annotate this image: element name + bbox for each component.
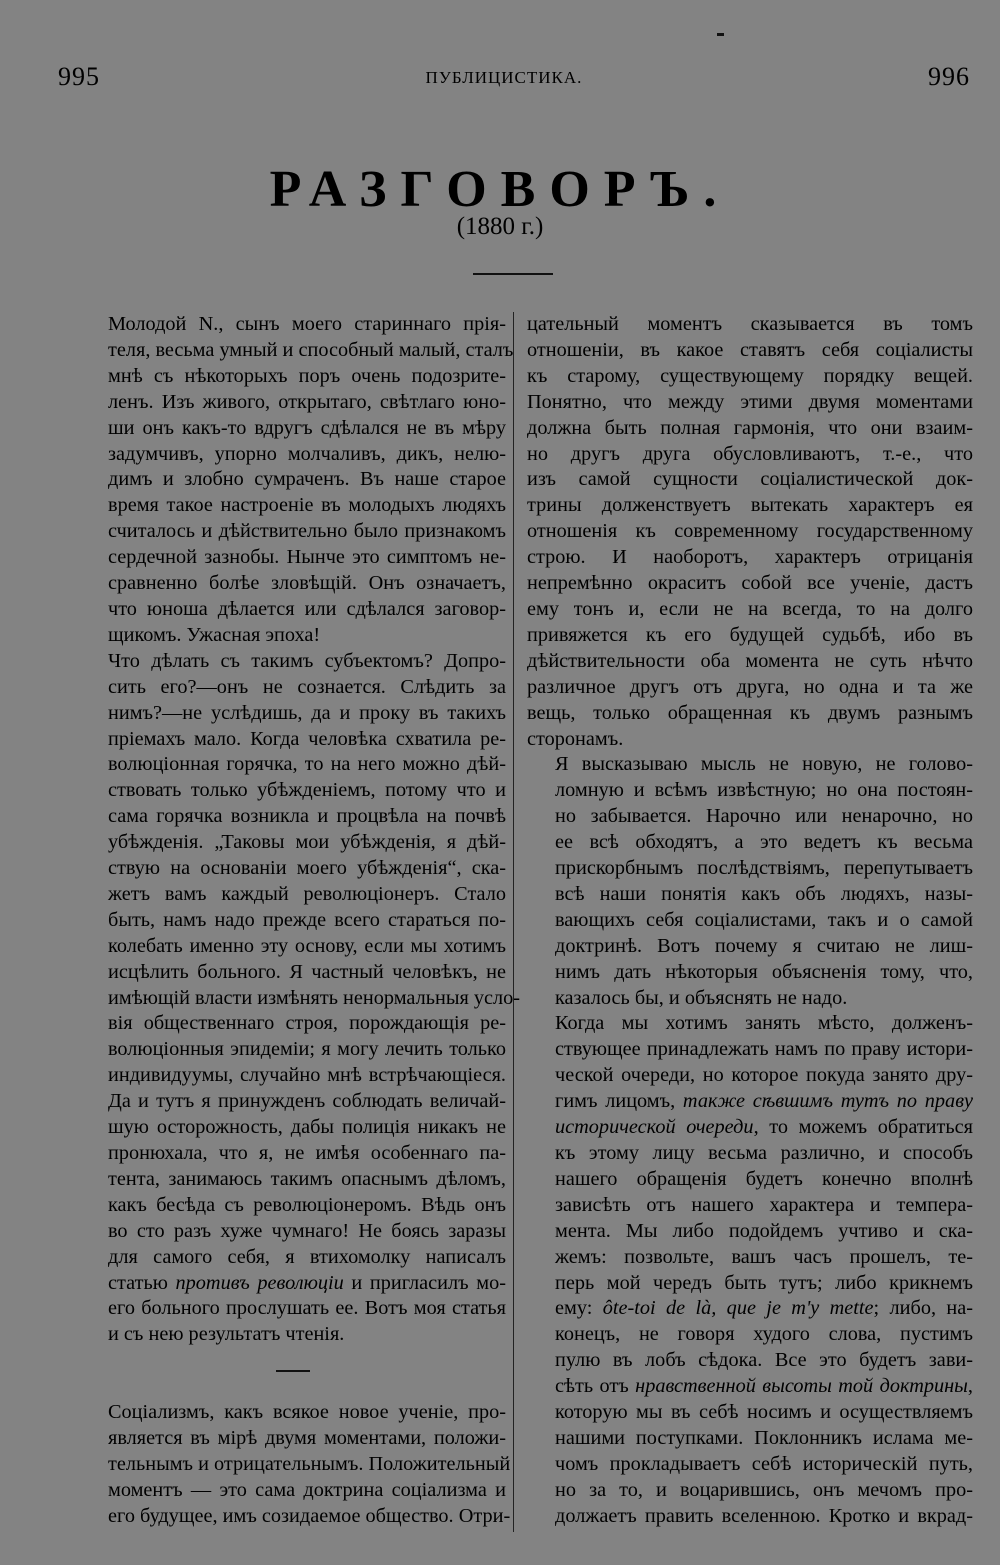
text-fragment: сравненно болѣе зловѣщій. Онъ означаетъ, bbox=[108, 572, 506, 595]
left-column bbox=[80, 312, 521, 1530]
text-fragment: сама горячка возникла и процвѣла на почвѣ bbox=[108, 805, 506, 828]
text-line bbox=[527, 1322, 973, 1348]
text-fragment: гимъ лицомъ, bbox=[555, 1090, 683, 1113]
text-fragment: отношеніи, въ какое ставятъ себя соціалисты bbox=[527, 338, 973, 361]
text-fragment: быть, намъ надо прежде всего стараться по- bbox=[108, 908, 506, 931]
text-line bbox=[80, 1115, 506, 1141]
text-fragment: и пригласилъ мо- bbox=[343, 1271, 506, 1294]
text-line bbox=[80, 1219, 506, 1245]
text-line bbox=[527, 1037, 973, 1063]
text-fragment: строю. И наоборотъ, характеръ отрицанія bbox=[527, 546, 973, 569]
text-fragment: ленъ. Изъ живого, открытаго, свѣтлаго юно- bbox=[108, 390, 506, 413]
text-fragment: исцѣлить больного. Я частный человѣкъ, не bbox=[108, 960, 506, 983]
text-fragment: но забывается. Нарочно или ненарочно, но bbox=[555, 805, 973, 828]
text-fragment: непремѣнно окраситъ собой все ученіе, дастъ bbox=[527, 572, 973, 595]
text-line bbox=[527, 1193, 973, 1219]
text-line bbox=[80, 493, 506, 519]
text-fragment: ему: bbox=[555, 1297, 603, 1320]
text-fragment: ствую на основаніи моего убѣжденія“, ска- bbox=[108, 857, 506, 880]
text-line bbox=[527, 1452, 973, 1478]
text-line bbox=[527, 493, 973, 519]
text-line bbox=[80, 934, 506, 960]
text-line bbox=[80, 1400, 506, 1426]
text-fragment: пулю въ лобъ сѣдока. Все это будетъ зави- bbox=[555, 1349, 973, 1372]
text-fragment: Понятно, что между этими двумя моментами bbox=[527, 390, 973, 413]
text-line bbox=[80, 960, 506, 986]
text-line bbox=[80, 416, 506, 442]
paragraph bbox=[527, 312, 973, 752]
text-line bbox=[80, 364, 506, 390]
italic-text: противъ революціи bbox=[175, 1271, 344, 1294]
text-line bbox=[527, 1296, 973, 1322]
text-fragment: задумчивъ, упорно молчаливъ, дикъ, нелю- bbox=[108, 442, 506, 465]
text-line bbox=[80, 830, 506, 856]
page-header bbox=[58, 62, 970, 102]
text-line bbox=[80, 1426, 506, 1452]
text-line bbox=[527, 1219, 973, 1245]
text-fragment: ломную и всѣмъ извѣстную; но она постоян- bbox=[555, 779, 973, 802]
text-fragment: волюціонныя эпидеміи; я могу лечить только bbox=[108, 1038, 506, 1061]
text-fragment: ; либо, на- bbox=[873, 1297, 973, 1320]
text-line bbox=[527, 986, 973, 1012]
text-fragment: пріемахъ мало. Когда человѣка схватила ре- bbox=[108, 727, 506, 750]
paragraph bbox=[80, 649, 521, 1348]
text-fragment: нашими поступками. Поклонникъ ислама ме- bbox=[555, 1426, 973, 1449]
text-fragment: но за то, и воцарившись, онъ мечомъ про- bbox=[555, 1478, 973, 1501]
text-line bbox=[80, 1141, 506, 1167]
text-line bbox=[527, 960, 973, 986]
text-line bbox=[527, 1348, 973, 1374]
text-fragment: трины долженствуетъ вытекать характеръ ея bbox=[527, 494, 973, 517]
italic-text: нравственной высоты той доктрины bbox=[635, 1375, 968, 1398]
text-fragment: которую мы въ себѣ носимъ и осуществляемъ bbox=[555, 1401, 973, 1424]
text-line bbox=[527, 649, 973, 675]
text-fragment: считалось и дѣйствительно было признакомъ bbox=[108, 520, 506, 543]
text-line bbox=[80, 649, 506, 675]
text-line bbox=[527, 312, 973, 338]
text-fragment: какъ бесѣда съ революціонеромъ. Вѣдь онъ bbox=[108, 1193, 506, 1216]
text-line bbox=[527, 519, 973, 545]
text-line bbox=[80, 908, 506, 934]
text-line bbox=[80, 467, 506, 493]
text-line bbox=[80, 442, 506, 468]
text-fragment: сить его?—онъ не сознается. Слѣдить за bbox=[108, 675, 506, 698]
text-fragment: его больного прослушать ее. Вотъ моя статья bbox=[108, 1297, 506, 1320]
text-line bbox=[80, 1296, 506, 1322]
text-fragment: время такое настроеніе въ молодыхъ людяхъ bbox=[108, 494, 506, 517]
text-fragment: нимъ?—не услѣдишь, да и проку въ такихъ bbox=[108, 701, 506, 724]
text-fragment: всѣ наши понятія какъ объ людяхъ, назы- bbox=[555, 882, 973, 905]
text-fragment: имѣющій власти измѣнять ненормальныя усло- bbox=[108, 986, 521, 1009]
text-fragment: статью bbox=[108, 1271, 176, 1294]
text-fragment: къ этому лицу весьма различно, и способъ bbox=[555, 1142, 973, 1164]
title-rule bbox=[473, 273, 553, 275]
text-line bbox=[527, 597, 973, 623]
text-fragment: казалось бы, и объяснять не надо. bbox=[555, 986, 848, 1009]
paragraph bbox=[80, 312, 514, 649]
text-fragment: должна быть полная гармонія, что они взаим- bbox=[527, 416, 973, 439]
italic-text: исторической очереди bbox=[555, 1116, 754, 1139]
running-title: ПУБЛИЦИСТИКА. bbox=[425, 68, 583, 87]
text-fragment: что юноша дѣлается или сдѣлался заговор- bbox=[108, 597, 506, 620]
text-line bbox=[527, 338, 973, 364]
text-fragment: Да и тутъ я принужденъ соблюдать величай- bbox=[108, 1090, 506, 1113]
text-fragment: но другъ друга обусловливаютъ, т.-е., что bbox=[527, 442, 973, 465]
text-fragment: прискорбнымъ послѣдствіямъ, перепутываетъ bbox=[555, 857, 973, 880]
text-line bbox=[80, 675, 506, 701]
article-subtitle: (1880 г.) bbox=[456, 213, 544, 240]
text-fragment: , bbox=[967, 1375, 973, 1398]
text-fragment: доктринѣ. Вотъ почему я считаю не лиш- bbox=[555, 934, 973, 957]
text-fragment: димъ и злобно сумраченъ. Въ наше старое bbox=[108, 468, 506, 491]
italic-text: также сѣвшимъ тутъ по праву bbox=[682, 1090, 974, 1113]
text-line bbox=[527, 571, 973, 597]
page-number-left: 995 bbox=[58, 62, 100, 91]
text-fragment: чомъ прокладываетъ себѣ историческій путь, bbox=[555, 1452, 973, 1475]
text-fragment: убѣжденія. „Таковы мои убѣжденія, я дѣй- bbox=[108, 831, 506, 854]
text-line bbox=[527, 934, 973, 960]
right-column bbox=[527, 312, 973, 1530]
text-line bbox=[527, 882, 973, 908]
text-fragment: ее всѣ обходятъ, а это ведетъ къ весьма bbox=[555, 831, 973, 854]
text-line bbox=[80, 1271, 506, 1297]
text-fragment: различное другъ отъ друга, но одна и та же bbox=[527, 675, 973, 698]
text-fragment: перь мой чередъ быть тутъ; либо крикнемъ bbox=[555, 1271, 973, 1294]
text-line bbox=[80, 1011, 506, 1037]
text-line bbox=[527, 1011, 973, 1037]
text-fragment: его будущее, имъ созидаемое общество. Отри- bbox=[108, 1504, 511, 1527]
text-fragment: ствовать только убѣжденіемъ, потому что и bbox=[108, 779, 506, 802]
text-fragment: жетъ вамъ каждый революціонеръ. Стало bbox=[108, 882, 506, 905]
text-line bbox=[527, 1063, 973, 1089]
text-fragment: должаетъ править вселенною. Кротко и вкрад- bbox=[555, 1504, 973, 1527]
text-line bbox=[80, 727, 506, 753]
paragraph bbox=[80, 1400, 511, 1530]
text-fragment: вія общественнаго строя, порождающія ре- bbox=[108, 1012, 506, 1035]
text-fragment: изъ самой сущности соціалистической док- bbox=[527, 468, 973, 491]
text-line bbox=[527, 1504, 973, 1530]
text-line bbox=[80, 882, 506, 908]
text-fragment: Молодой N., сынъ моего стариннаго прія- bbox=[108, 313, 506, 335]
text-line bbox=[527, 830, 973, 856]
text-fragment: сѣть отъ bbox=[555, 1375, 636, 1398]
text-line bbox=[80, 701, 506, 727]
text-fragment: мента. Мы либо подойдемъ учтиво и ска- bbox=[555, 1219, 973, 1242]
text-fragment: индивидуумы, случайно мнѣ встрѣчающіеся. bbox=[108, 1064, 506, 1087]
text-line bbox=[527, 467, 973, 493]
text-fragment: нашего обращенія будетъ конечно вполнѣ bbox=[555, 1167, 973, 1190]
text-line bbox=[527, 778, 973, 804]
text-line bbox=[80, 571, 506, 597]
text-line bbox=[527, 856, 973, 882]
page-number-right: 996 bbox=[928, 62, 970, 91]
text-fragment: зависѣть отъ нашего характера и темпера- bbox=[555, 1193, 973, 1216]
text-line bbox=[80, 986, 521, 1012]
text-fragment: Что дѣлать съ такимъ субъектомъ? Допро- bbox=[108, 649, 506, 672]
text-line bbox=[527, 752, 973, 778]
text-fragment: ствующее принадлежать намъ по праву истори- bbox=[555, 1038, 973, 1061]
text-fragment: пронюхала, что я, не имѣя особеннаго па- bbox=[108, 1142, 506, 1164]
text-fragment: волюціонная горячка, то на него можно дѣй- bbox=[108, 753, 506, 776]
column-divider bbox=[513, 312, 514, 1532]
text-line bbox=[80, 312, 506, 338]
text-line bbox=[527, 390, 973, 416]
text-fragment: сердечной зазнобы. Нынче это симптомъ не- bbox=[108, 546, 506, 569]
text-fragment: привяжется къ его будущей судьбѣ, ибо въ bbox=[527, 623, 973, 646]
article-title: РАЗГОВОРЪ. bbox=[269, 161, 731, 218]
text-line bbox=[80, 778, 506, 804]
text-line bbox=[527, 1374, 973, 1400]
text-line bbox=[527, 442, 973, 468]
text-line bbox=[80, 1167, 506, 1193]
text-line bbox=[80, 623, 506, 649]
text-fragment: для самого себя, я втихомолку написалъ bbox=[108, 1245, 506, 1268]
text-line bbox=[527, 1089, 973, 1115]
text-fragment: сторонамъ. bbox=[527, 727, 624, 750]
text-fragment: тента, занимаюсь такимъ опаснымъ дѣломъ, bbox=[108, 1167, 506, 1190]
text-fragment: Соціализмъ, какъ всякое новое ученіе, про- bbox=[108, 1401, 506, 1424]
text-fragment: , то можемъ обратиться bbox=[753, 1116, 973, 1139]
text-line bbox=[80, 1063, 506, 1089]
text-fragment: вающихъ себя соціалистами, такъ и о самой bbox=[555, 908, 973, 931]
text-line bbox=[527, 1115, 973, 1141]
text-fragment: теля, весьма умный и способный малый, сталъ bbox=[108, 338, 514, 361]
text-line bbox=[527, 804, 973, 830]
text-line bbox=[527, 727, 973, 753]
text-fragment: ему тонъ и, если не на всегда, то на долго bbox=[527, 597, 973, 620]
text-line bbox=[527, 416, 973, 442]
text-line bbox=[80, 752, 506, 778]
text-line bbox=[80, 1478, 506, 1504]
text-line bbox=[80, 1037, 506, 1063]
text-fragment: отношенія къ современному государственному bbox=[527, 520, 973, 543]
text-fragment: Я высказываю мысль не новую, не голово- bbox=[555, 753, 973, 776]
text-line bbox=[80, 1193, 506, 1219]
text-line bbox=[527, 675, 973, 701]
text-fragment: нимъ дать нѣкоторыя объясненія тому, что, bbox=[555, 960, 973, 983]
text-fragment: ши онъ какъ-то вдругъ сдѣлался не въ мѣру bbox=[108, 416, 506, 439]
text-line bbox=[80, 804, 506, 830]
text-fragment: щикомъ. Ужасная эпоха! bbox=[108, 623, 321, 646]
text-fragment: вещь, только обращенная къ двумъ разнымъ bbox=[527, 701, 973, 724]
text-line bbox=[527, 1400, 973, 1426]
italic-text: ôte-toi de là, que je m'y mette bbox=[602, 1297, 874, 1320]
text-line bbox=[527, 364, 973, 390]
paragraph bbox=[527, 1011, 973, 1529]
text-fragment: Когда мы хотимъ занять мѣсто, долженъ- bbox=[555, 1012, 973, 1035]
text-line bbox=[527, 1245, 973, 1271]
text-fragment: колебать именно эту основу, если мы хотимъ bbox=[108, 934, 506, 957]
text-line bbox=[80, 338, 514, 364]
text-line bbox=[527, 623, 973, 649]
text-line bbox=[80, 1245, 506, 1271]
text-line bbox=[80, 519, 506, 545]
text-fragment: во сто разъ хуже чумнаго! Не боясь заразы bbox=[108, 1219, 506, 1242]
text-fragment: моментъ — это сама доктрина соціализма и bbox=[108, 1478, 506, 1501]
text-fragment: цательный моментъ сказывается въ томъ bbox=[527, 313, 973, 335]
section-separator bbox=[276, 1370, 310, 1372]
text-line bbox=[527, 908, 973, 934]
text-line bbox=[80, 1322, 506, 1348]
text-line bbox=[527, 545, 973, 571]
text-fragment: дѣйствительности оба момента не суть нѣчто bbox=[527, 649, 973, 672]
text-line bbox=[527, 701, 973, 727]
text-fragment: шую осторожность, дабы полиція никакъ не bbox=[108, 1116, 506, 1139]
text-line bbox=[80, 390, 506, 416]
text-fragment: конецъ, не говоря худого слова, пустимъ bbox=[555, 1323, 973, 1346]
text-fragment: тельнымъ и отрицательнымъ. Положительный bbox=[108, 1453, 511, 1476]
text-fragment: является въ мірѣ двумя моментами, положи- bbox=[108, 1427, 506, 1450]
text-line bbox=[527, 1426, 973, 1452]
text-line bbox=[527, 1167, 973, 1193]
text-line bbox=[80, 597, 506, 623]
text-line bbox=[80, 856, 506, 882]
paragraph bbox=[527, 752, 973, 1011]
text-line bbox=[527, 1271, 973, 1297]
text-line bbox=[80, 545, 506, 571]
text-fragment: ческой очереди, но которое покуда занято дру- bbox=[555, 1064, 973, 1087]
text-line bbox=[80, 1452, 511, 1478]
print-mark bbox=[717, 33, 724, 36]
text-fragment: и съ нею результатъ чтенія. bbox=[108, 1323, 345, 1346]
text-line bbox=[80, 1089, 506, 1115]
text-line bbox=[80, 1504, 511, 1530]
text-fragment: жемъ: позвольте, вашъ часъ прошелъ, те- bbox=[555, 1245, 973, 1268]
text-line bbox=[527, 1478, 973, 1504]
text-line bbox=[527, 1141, 973, 1167]
text-fragment: мнѣ съ нѣкоторыхъ поръ очень подозрите- bbox=[108, 364, 506, 387]
text-fragment: къ старому, существующему порядку вещей. bbox=[527, 364, 973, 387]
